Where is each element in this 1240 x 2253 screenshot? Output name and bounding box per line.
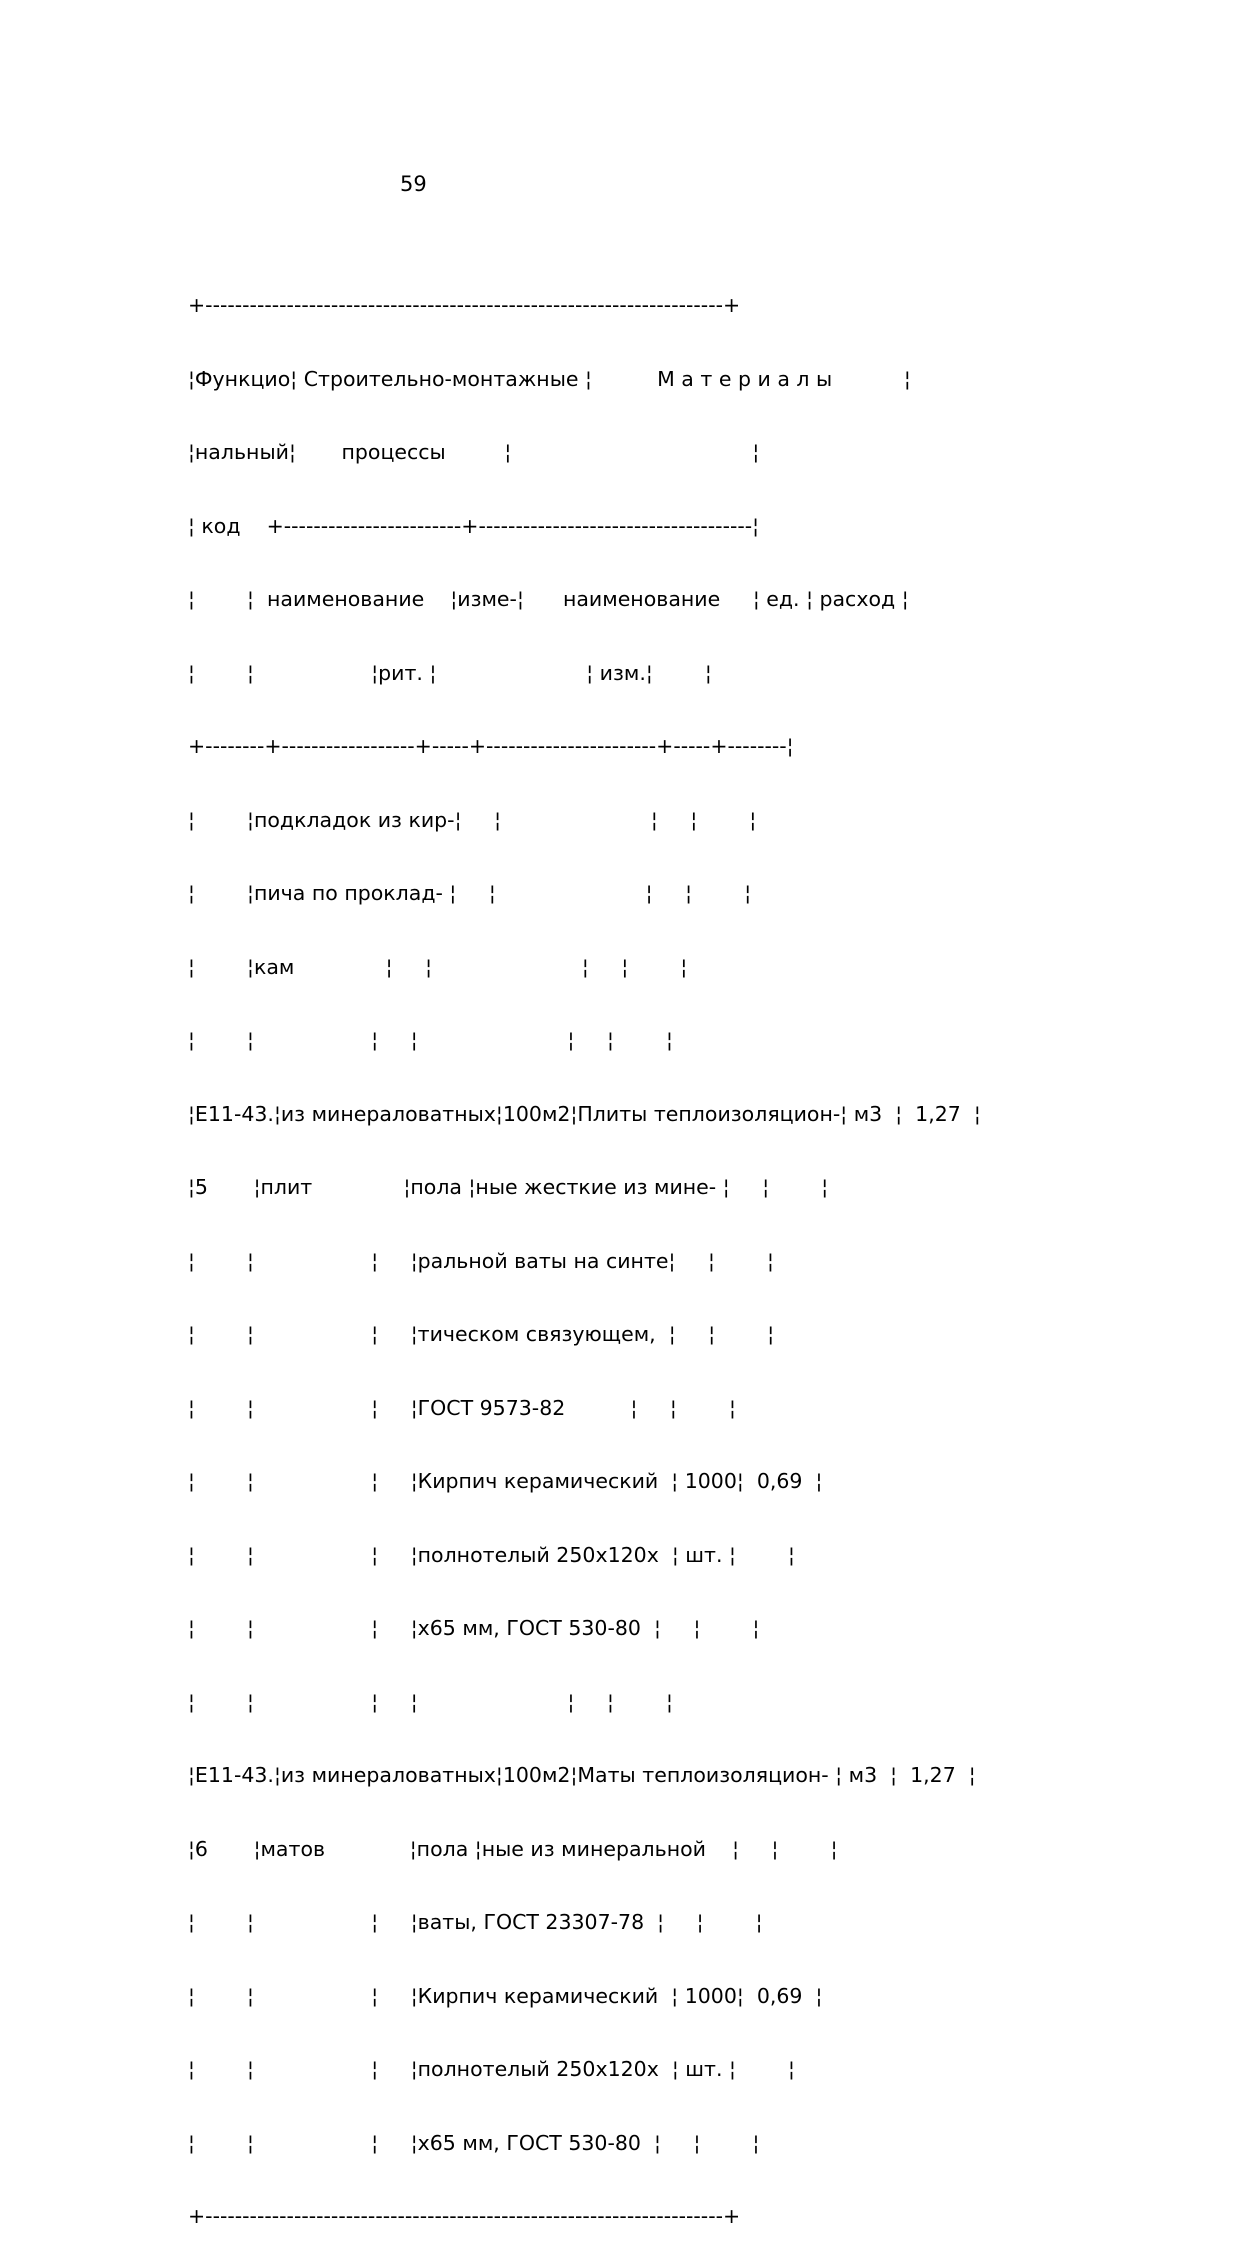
table-header-separator: +--------+------------------+-----+-----------------------+-----+--------¦ [188, 734, 794, 758]
table-row-line: ¦ ¦пича по проклад- ¦ ¦ ¦ ¦ ¦ [188, 881, 752, 905]
table-header-line: ¦ ¦ наименование ¦изме-¦ наименование ¦ ед. ¦ расход ¦ [188, 587, 909, 611]
table-row-line: ¦ ¦ ¦ ¦х65 мм, ГОСТ 530-80 ¦ ¦ ¦ [188, 1616, 760, 1640]
table-row-line: ¦ ¦ ¦ ¦ ¦ ¦ ¦ [188, 1028, 673, 1052]
page-number: 59 [400, 172, 427, 196]
table-row-line: ¦ ¦ ¦ ¦Кирпич керамический ¦ 1000¦ 0,69 ¦ [188, 1469, 823, 1493]
table-row-line: ¦ ¦ ¦ ¦ГОСТ 9573-82 ¦ ¦ ¦ [188, 1395, 736, 1420]
table-row-line: ¦Е11-43.¦из минераловатных¦100м2¦Плиты теплоизоляцион-¦ м3 ¦ 1,27 ¦ [188, 1101, 981, 1126]
table-border-top: +----------------------------------------------------------------------+ [188, 293, 741, 317]
table-row-line: ¦ ¦ ¦ ¦х65 мм, ГОСТ 530-80 ¦ ¦ ¦ [188, 2130, 760, 2155]
table-header-line: ¦Функцио¦ Строительно-монтажные ¦ М а т е р и а л ы ¦ [188, 366, 911, 391]
table-row-line: ¦ ¦ ¦ ¦тическом связующем, ¦ ¦ ¦ [188, 1322, 775, 1346]
table-row-line: ¦ ¦ ¦ ¦полнотелый 250х120х ¦ шт. ¦ ¦ [188, 1542, 795, 1567]
table-row-line: ¦6 ¦матов ¦пола ¦ные из минеральной ¦ ¦ ¦ [188, 1836, 838, 1861]
table-row-line: ¦ ¦ ¦ ¦полнотелый 250х120х ¦ шт. ¦ ¦ [188, 2057, 795, 2081]
table-row-line: ¦ ¦ ¦ ¦Кирпич керамический ¦ 1000¦ 0,69 ¦ [188, 1983, 823, 2008]
table-header-line: ¦ ¦ ¦рит. ¦ ¦ изм.¦ ¦ [188, 660, 712, 685]
table-row-line: ¦ ¦ ¦ ¦ральной ваты на синте¦ ¦ ¦ [188, 1248, 774, 1273]
table-row-line: ¦Е11-43.¦из минераловатных¦100м2¦Маты теплоизоляцион- ¦ м3 ¦ 1,27 ¦ [188, 1763, 976, 1787]
table-border-bottom: +----------------------------------------------------------------------+ [188, 2204, 741, 2228]
materials-table [188, 244, 981, 2253]
table-header-line: ¦нальный¦ процессы ¦ ¦ [188, 440, 760, 464]
table-row-line: ¦ ¦ ¦ ¦ ¦ ¦ ¦ [188, 1689, 673, 1714]
table-row-line: ¦ ¦кам ¦ ¦ ¦ ¦ ¦ [188, 954, 688, 979]
table-row-line: ¦5 ¦плит ¦пола ¦ные жесткие из мине- ¦ ¦ ¦ [188, 1175, 829, 1199]
table-row-line: ¦ ¦подкладок из кир-¦ ¦ ¦ ¦ ¦ [188, 807, 757, 832]
table-row-line: ¦ ¦ ¦ ¦ваты, ГОСТ 23307-78 ¦ ¦ ¦ [188, 1910, 763, 1934]
table-header-line: ¦ код +------------------------+-------------------------------------¦ [188, 513, 760, 538]
